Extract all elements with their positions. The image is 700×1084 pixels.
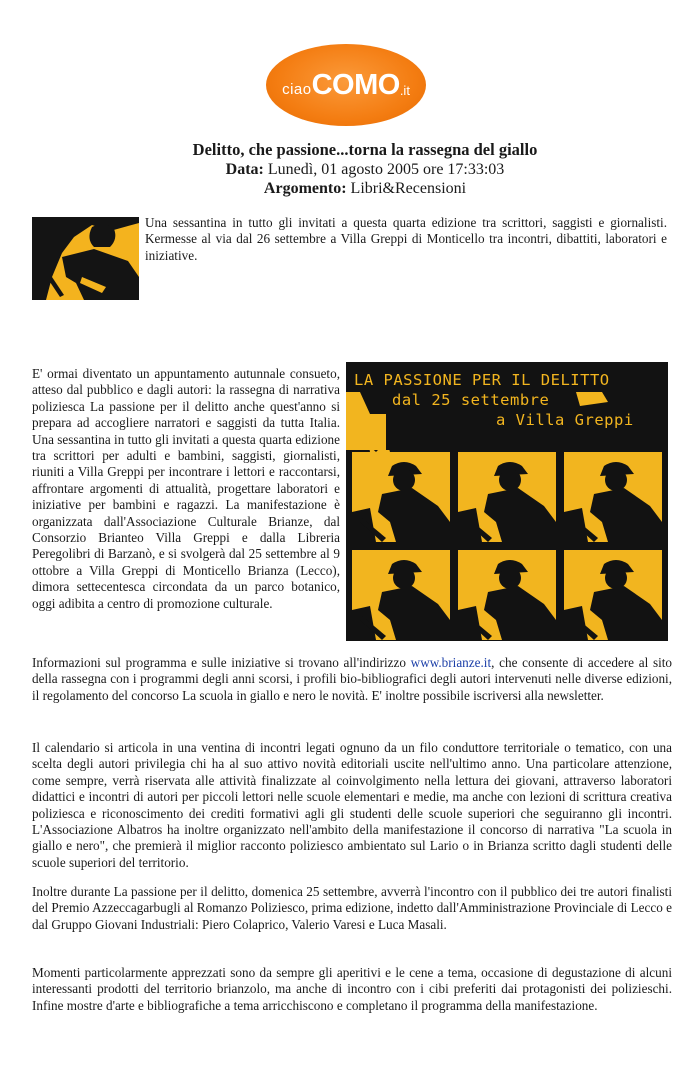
event-poster xyxy=(346,362,668,641)
p2-text-after: , che consente di accedere al sito della rassegna con i programmi degli anni scorsi, i profili bio-bibliografici degli autori intervenuti nelle diverse edizioni, il regolamento del concorso La scuola in giallo e nero le novità. E' inoltre possibile iscriversi alla newsletter. xyxy=(32,655,672,703)
logo-prefix: ciao xyxy=(282,81,312,98)
body-paragraph-2 xyxy=(32,655,672,704)
poster-line-3: a Villa Greppi xyxy=(496,411,634,429)
poster-line-1: LA PASSIONE PER IL DELITTO xyxy=(354,371,610,389)
date-value: Lunedì, 01 agosto 2005 ore 17:33:03 xyxy=(267,161,505,178)
brianze-link[interactable]: www.brianze.it xyxy=(410,655,492,670)
body-paragraph-5: Momenti particolarmente apprezzati sono da sempre gli aperitivi e le cene a tema, occasione di degustazione di alcuni interessanti prodotti del territorio brianzolo, ma anche di incontro con i cibi preferiti dai protagonisti dei polizieschi. Infine mostre d'arte e bibliografiche a tema arricchiscono e completano il programma della manifestazione. xyxy=(32,965,672,1013)
poster-title xyxy=(346,370,668,430)
body-paragraph-3: Il calendario si articola in una ventina di incontri legati ognuno da un filo conduttore territoriale o tematico, con una scelta degli autori privilegia chi ha al suo attivo novità editoriali uscite nell'ultimo anno. Una particolare attenzione, come sempre, verrà riservata alle attività finalizzate al coinvolgimento nella lettura dei giovani, attraverso laboratori didattici e incontri di autori per piccoli lettori nelle scuole elementari e medie, ma anche con lezioni di scrittura creativa poliziesca e riconoscimento dei crediti formativi agli gli studenti delle scuole superiori che seguiranno gli incontri. L'Associazione Albatros ha inoltre organizzato nell'ambito della manifestazione il concorso di narrativa "La scuola in giallo e nero", che premierà il miglior racconto poliziesco ambientato sul Lario o in Brianza scritto dagli studenti delle scuole superiori del territorio. xyxy=(32,740,672,870)
logo-main: COMO xyxy=(311,68,400,101)
article-thumbnail xyxy=(32,217,139,300)
site-logo[interactable] xyxy=(266,44,426,126)
logo-suffix: .it xyxy=(399,83,410,98)
article-topic xyxy=(30,179,700,198)
p2-text-before: Informazioni sul programma e sulle iniziative si trovano all'indirizzo xyxy=(32,655,411,670)
article-title: Delitto, che passione...torna la rassegna del giallo xyxy=(192,140,538,159)
poster-line-2: dal 25 settembre xyxy=(392,391,550,409)
body-paragraph-1: E' ormai diventato un appuntamento autunnale consueto, atteso dal pubblico e dagli autori: la rassegna di narrativa poliziesca La passione per il delitto anche quest'anno si prepara ad accogliere narratori e saggisti da tutta Italia. Una sessantina in tutto gli invitati a questa quarta edizione tra scrittori per adulti e bambini, saggisti, giornalisti, riuniti a Villa Greppi per incontrare i lettori e raccontarsi, affrontare argomenti di attualità, progettare laboratori e iniziative per bambini e ragazzi. La manifestazione è organizzata dall'Associazione Culturale Brianze, dal Consorzio Brianteo Villa Greppi e dalla Libreria Peregolibri di Barzanò, e si svolgerà dal 25 settembre al 9 ottobre a Villa Greppi di Monticello Brianza (Lecco), dimora settecentesca circondata da un parco botanico, oggi adibita a centro di promozione culturale. xyxy=(32,366,340,611)
date-label: Data: xyxy=(225,161,264,178)
writer-silhouette-icon xyxy=(32,217,139,300)
topic-label: Argomento: xyxy=(263,180,347,197)
body-paragraph-4: Inoltre durante La passione per il delitto, domenica 25 settembre, avverrà l'incontro con il pubblico dei tre autori finalisti del Premio Azzeccagarbugli al Romanzo Poliziesco, prima edizione, indetto dall'Amministrazione Provinciale di Lecco e dal Gruppo Giovani Industriali: Piero Colaprico, Valerio Varesi e Luca Masali. xyxy=(32,884,672,932)
article-header xyxy=(0,139,700,198)
article-date xyxy=(30,160,700,179)
topic-value[interactable]: Libri&Recensioni xyxy=(350,180,467,197)
article-intro: Una sessantina in tutto gli invitati a questa quarta edizione tra scrittori, saggisti e giornalisti. Kermesse al via dal 26 settembre a Villa Greppi di Monticello tra incontri, dibattiti, laboratori e iniziative. xyxy=(145,215,667,263)
